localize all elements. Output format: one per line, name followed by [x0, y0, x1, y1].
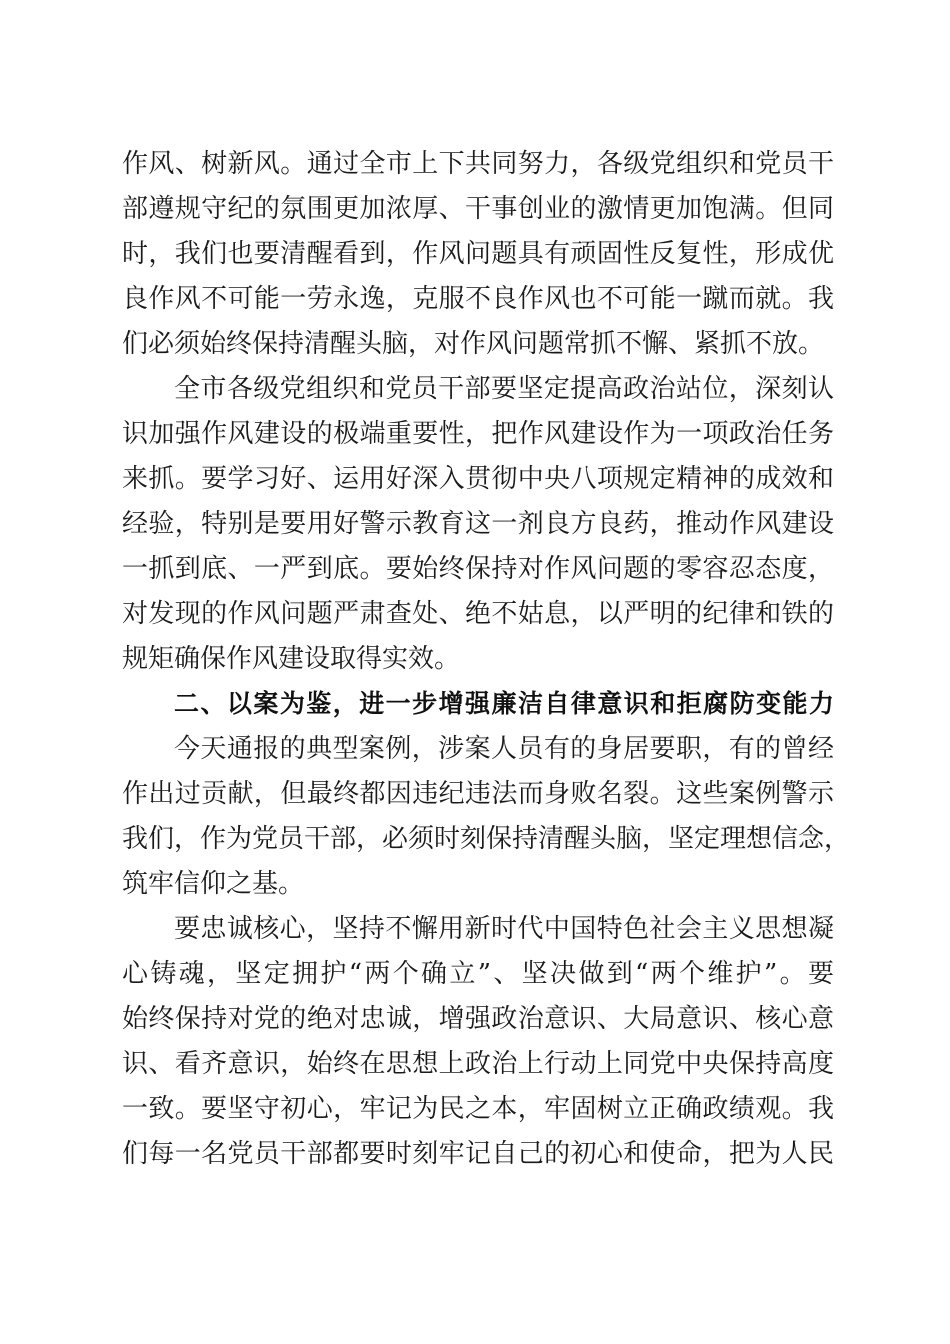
body-text-line: 全市各级党组织和党员干部要坚定提高政治站位，深刻认	[174, 374, 834, 404]
body-text-line: 们必须始终保持清醒头脑，对作风问题常抓不懈、紧抓不放。	[122, 329, 825, 359]
body-text-line: 心铸魂，坚定拥护“两个确立”、坚决做到“两个维护”。要	[122, 959, 834, 989]
section-heading: 二、以案为鉴，进一步增强廉洁自律意识和拒腐防变能力	[174, 689, 834, 718]
body-text-line: 规矩确保作风建设取得实效。	[122, 644, 461, 674]
body-text-line: 时，我们也要清醒看到，作风问题具有顽固性反复性，形成优	[122, 239, 834, 269]
body-text-line: 今天通报的典型案例，涉案人员有的身居要职，有的曾经	[174, 734, 834, 764]
body-text-line: 识、看齐意识，始终在思想上政治上行动上同党中央保持高度	[122, 1049, 834, 1079]
body-text-line: 识加强作风建设的极端重要性，把作风建设作为一项政治任务	[122, 419, 834, 449]
body-text-line: 作出过贡献，但最终都因违纪违法而身败名裂。这些案例警示	[122, 779, 834, 809]
body-text-line: 要忠诚核心，坚持不懈用新时代中国特色社会主义思想凝	[174, 914, 834, 944]
body-text-line: 对发现的作风问题严肃查处、绝不姑息，以严明的纪律和铁的	[122, 599, 834, 629]
body-text-line: 一抓到底、一严到底。要始终保持对作风问题的零容忍态度，	[122, 554, 834, 584]
body-text-line: 我们，作为党员干部，必须时刻保持清醒头脑，坚定理想信念，	[122, 824, 851, 854]
body-text-line: 们每一名党员干部都要时刻牢记自己的初心和使命，把为人民	[122, 1139, 834, 1169]
body-text-line: 良作风不可能一劳永逸，克服不良作风也不可能一蹴而就。我	[122, 284, 834, 314]
body-text-line: 经验，特别是要用好警示教育这一剂良方良药，推动作风建设	[122, 509, 834, 539]
body-text-line: 作风、树新风。通过全市上下共同努力，各级党组织和党员干	[122, 149, 834, 179]
body-text-line: 筑牢信仰之基。	[122, 869, 305, 899]
body-text-line: 始终保持对党的绝对忠诚，增强政治意识、大局意识、核心意	[122, 1004, 834, 1034]
body-text-line: 来抓。要学习好、运用好深入贯彻中央八项规定精神的成效和	[122, 464, 834, 494]
body-text-line: 一致。要坚守初心，牢记为民之本，牢固树立正确政绩观。我	[122, 1094, 834, 1124]
body-text-line: 部遵规守纪的氛围更加浓厚、干事创业的激情更加饱满。但同	[122, 194, 834, 224]
